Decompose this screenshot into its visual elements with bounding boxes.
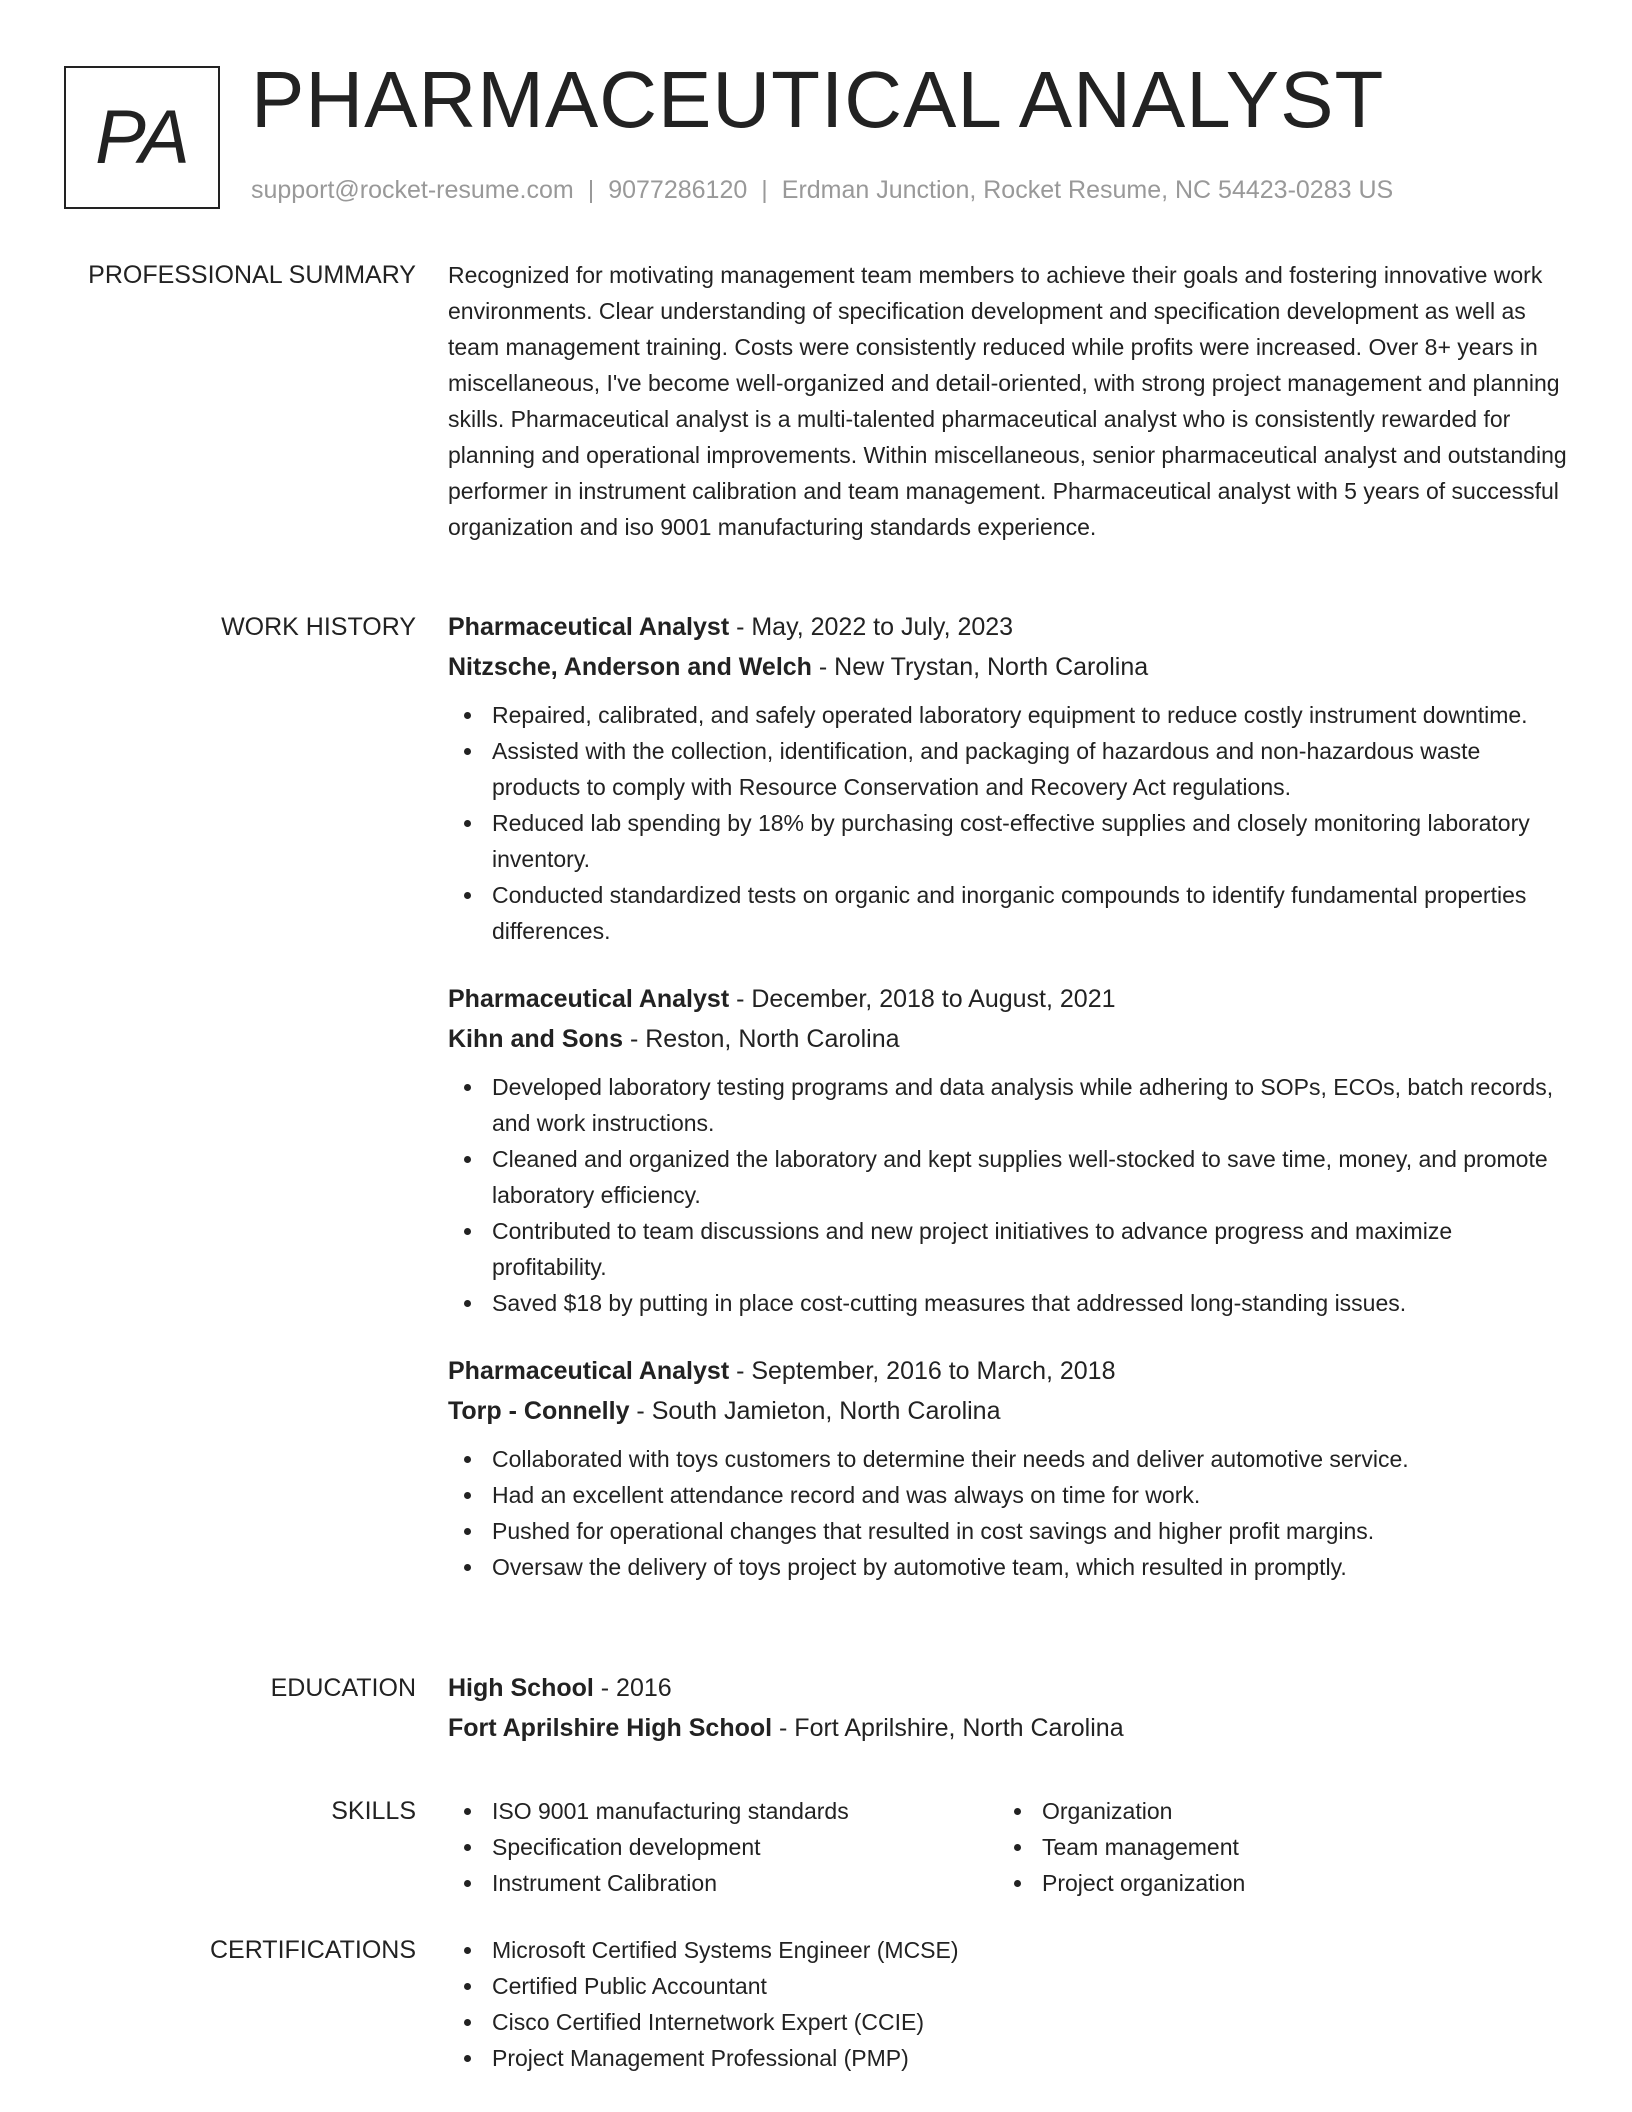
job-location: - Reston, North Carolina <box>623 1025 900 1053</box>
job-dates: - May, 2022 to July, 2023 <box>729 613 1014 641</box>
skills-column-right <box>998 1793 1548 1901</box>
job-bullet: Cleaned and organized the laboratory and kept supplies well-stocked to save time, money, and promote laboratory efficiency. <box>448 1141 1568 1213</box>
skills-grid <box>448 1793 1568 1901</box>
monogram-text: PA <box>95 95 189 180</box>
certifications-body <box>448 1932 1568 2076</box>
skill-item: Specification development <box>448 1829 998 1865</box>
contact-separator: | <box>587 176 595 204</box>
work-history-body <box>448 607 1568 1615</box>
job-title: Pharmaceutical Analyst <box>448 985 730 1013</box>
certification-item: Certified Public Accountant <box>448 1968 1568 2004</box>
section-label-summary: PROFESSIONAL SUMMARY <box>88 261 416 289</box>
section-label-work-history: WORK HISTORY <box>221 613 416 641</box>
job-company: Nitzsche, Anderson and Welch <box>448 653 812 681</box>
job-title-line <box>448 607 1568 647</box>
skill-item: Team management <box>998 1829 1548 1865</box>
job-bullet: Collaborated with toys customers to determine their needs and deliver automotive service. <box>448 1441 1568 1477</box>
job-entry <box>448 979 1568 1321</box>
job-bullets <box>448 1069 1568 1321</box>
job-company-line <box>448 647 1568 687</box>
job-title: Pharmaceutical Analyst <box>448 613 730 641</box>
skills-column-left <box>448 1793 998 1901</box>
job-dates: - September, 2016 to March, 2018 <box>729 1357 1116 1385</box>
job-bullet: Oversaw the delivery of toys project by automotive team, which resulted in promptly. <box>448 1549 1568 1585</box>
job-bullets <box>448 697 1568 949</box>
job-entry <box>448 1351 1568 1585</box>
contact-line <box>251 176 1393 205</box>
skill-item: ISO 9001 manufacturing standards <box>448 1793 998 1829</box>
job-bullet: Developed laboratory testing programs and data analysis while adhering to SOPs, ECOs, batch records, and work instructions. <box>448 1069 1568 1141</box>
job-company-line <box>448 1391 1568 1431</box>
education-degree-line <box>448 1668 1568 1708</box>
job-location: - South Jamieton, North Carolina <box>629 1397 1001 1425</box>
skill-item: Organization <box>998 1793 1548 1829</box>
education-year: - 2016 <box>593 1674 672 1702</box>
job-bullet: Pushed for operational changes that resulted in cost savings and higher profit margins. <box>448 1513 1568 1549</box>
job-title: Pharmaceutical Analyst <box>448 1357 730 1385</box>
skill-item: Project organization <box>998 1865 1548 1901</box>
job-bullet: Contributed to team discussions and new project initiatives to advance progress and maximize profitability. <box>448 1213 1568 1285</box>
education-location: - Fort Aprilshire, North Carolina <box>772 1714 1124 1742</box>
contact-address: Erdman Junction, Rocket Resume, NC 54423-0283 US <box>781 176 1394 204</box>
skills-body <box>448 1793 1568 1901</box>
contact-separator: | <box>761 176 768 204</box>
job-dates: - December, 2018 to August, 2021 <box>729 985 1116 1013</box>
resume-title: PHARMACEUTICAL ANALYST <box>251 55 1385 144</box>
certification-item: Project Management Professional (PMP) <box>448 2040 1568 2076</box>
job-company: Torp - Connelly <box>448 1397 630 1425</box>
certification-item: Microsoft Certified Systems Engineer (MCSE) <box>448 1932 1568 1968</box>
job-bullet: Saved $18 by putting in place cost-cutting measures that addressed long-standing issues. <box>448 1285 1568 1321</box>
education-school-line <box>448 1708 1568 1748</box>
summary-body <box>448 257 1568 545</box>
job-bullets <box>448 1441 1568 1585</box>
certification-item: Cisco Certified Internetwork Expert (CCIE) <box>448 2004 1568 2040</box>
job-entry <box>448 607 1568 949</box>
contact-email[interactable]: support@rocket-resume.com <box>251 176 574 204</box>
job-bullet: Repaired, calibrated, and safely operated laboratory equipment to reduce costly instrument downtime. <box>448 697 1568 733</box>
education-school: Fort Aprilshire High School <box>448 1714 773 1742</box>
section-label-skills: SKILLS <box>331 1797 416 1825</box>
education-body <box>448 1668 1568 1748</box>
job-bullet: Conducted standardized tests on organic and inorganic compounds to identify fundamental properties differences. <box>448 877 1568 949</box>
summary-text: Recognized for motivating management team members to achieve their goals and fostering innovative work environments. Clear understanding of specification development and specification development as well as team management training. Costs were consistently reduced while profits were increased. Over 8+ years in miscellaneous, I've become well-organized and detail-oriented, with strong project management and planning skills. Pharmaceutical analyst is a multi-talented pharmaceutical analyst who is consistently rewarded for planning and operational improvements. Within miscellaneous, senior pharmaceutical analyst and outstanding performer in instrument calibration and team management. Pharmaceutical analyst with 5 years of successful organization and iso 9001 manufacturing standards experience. <box>448 262 1567 540</box>
job-bullet: Assisted with the collection, identification, and packaging of hazardous and non-hazardous waste products to comply with Resource Conservation and Recovery Act regulations. <box>448 733 1568 805</box>
job-location: - New Trystan, North Carolina <box>811 653 1149 681</box>
contact-phone[interactable]: 9077286120 <box>608 176 748 204</box>
job-company-line <box>448 1019 1568 1059</box>
section-label-certifications: CERTIFICATIONS <box>209 1936 416 1964</box>
monogram-badge <box>64 66 220 209</box>
job-title-line <box>448 1351 1568 1391</box>
education-degree: High School <box>448 1674 594 1702</box>
job-title-line <box>448 979 1568 1019</box>
section-label-education: EDUCATION <box>270 1674 416 1702</box>
skill-item: Instrument Calibration <box>448 1865 998 1901</box>
certifications-list <box>448 1932 1568 2076</box>
job-bullet: Reduced lab spending by 18% by purchasing cost-effective supplies and closely monitoring laboratory inventory. <box>448 805 1568 877</box>
job-company: Kihn and Sons <box>448 1025 623 1053</box>
job-bullet: Had an excellent attendance record and was always on time for work. <box>448 1477 1568 1513</box>
